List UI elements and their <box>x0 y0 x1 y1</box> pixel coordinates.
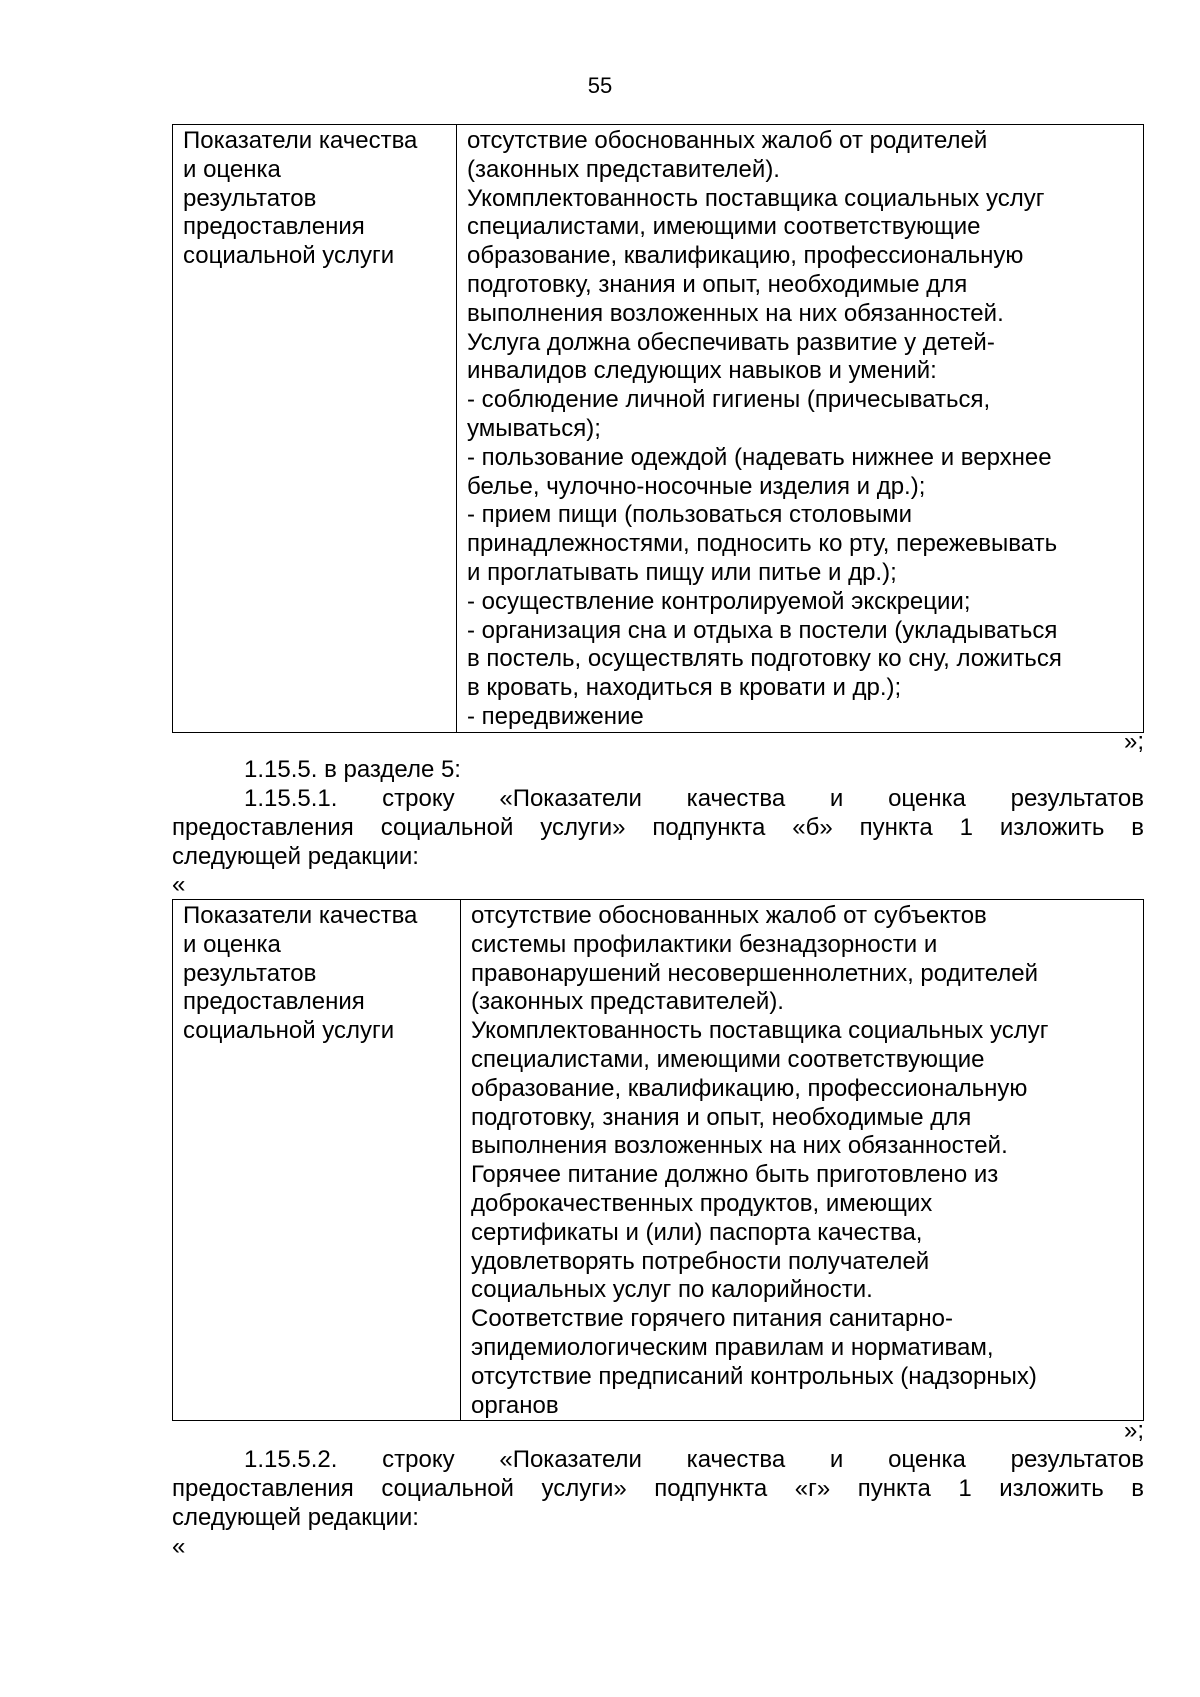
opening-quote: « <box>172 871 186 898</box>
page-number: 55 <box>587 73 613 98</box>
paragraph-line: 1.15.5.1. строку «Показатели качества и оценка результатов <box>244 785 1144 812</box>
cell-text-line: Укомплектованность поставщика социальных услуг <box>467 184 1045 212</box>
cell-text-line: выполнения возложенных на них обязанностей. <box>467 299 1004 327</box>
cell-text-line: образование, квалификацию, профессиональную <box>467 242 1024 270</box>
paragraph-1-15-5-1 <box>172 785 1144 871</box>
cell-text-line: Показатели качества <box>183 902 418 929</box>
cell-text-line: - пользование одеждой (надевать нижнее и верхнее <box>467 443 1052 471</box>
cell-text-line: и оценка <box>183 930 281 958</box>
row-content-cell <box>461 900 1144 1421</box>
table-row <box>173 125 1144 733</box>
cell-text-line: Горячее питание должно быть приготовлено из <box>471 1161 999 1189</box>
closing-quote: »; <box>1123 1417 1144 1444</box>
row-label-cell <box>173 900 461 1421</box>
cell-text-line: результатов <box>183 959 317 987</box>
cell-text-line: отсутствие обоснованных жалоб от субъектов <box>471 902 987 929</box>
cell-text-line: правонарушений несовершеннолетних, родителей <box>471 959 1039 987</box>
cell-text-line: системы профилактики безнадзорности и <box>471 930 938 958</box>
cell-text-line: белье, чулочно-носочные изделия и др.); <box>467 472 926 500</box>
paragraph-line: следующей редакции: <box>172 842 419 870</box>
cell-text-line: сертификаты и (или) паспорта качества, <box>471 1218 923 1246</box>
section-heading-1-15-5 <box>172 756 1144 785</box>
cell-text-line: доброкачественных продуктов, имеющих <box>471 1189 933 1217</box>
cell-text-line: органов <box>471 1391 559 1419</box>
cell-text-line: подготовку, знания и опыт, необходимые для <box>471 1103 972 1131</box>
cell-text-line: Показатели качества <box>183 127 418 154</box>
cell-text-line: отсутствие предписаний контрольных (надзорных) <box>471 1362 1037 1390</box>
cell-text-line: предоставления <box>183 213 365 241</box>
cell-text-line: специалистами, имеющими соответствующие <box>467 213 981 241</box>
cell-text-line: и проглатывать пищу или питье и др.); <box>467 558 897 586</box>
cell-text-line: социальной услуги <box>183 1017 395 1045</box>
cell-text-line: специалистами, имеющими соответствующие <box>471 1045 985 1073</box>
cell-text-line: предоставления <box>183 988 365 1016</box>
cell-text-line: принадлежностями, подносить ко рту, пережевывать <box>467 530 1058 558</box>
paragraph-line: следующей редакции: <box>172 1503 419 1531</box>
closing-quote: »; <box>1123 728 1144 755</box>
cell-text-line: умываться); <box>467 414 601 442</box>
cell-text-line: Соответствие горячего питания санитарно- <box>471 1305 953 1333</box>
cell-text-line: (законных представителей). <box>467 155 780 183</box>
cell-text-line: - соблюдение личной гигиены (причесываться, <box>467 386 991 414</box>
quality-indicators-table-1 <box>172 124 1144 733</box>
cell-text-line: социальных услуг по калорийности. <box>471 1276 873 1304</box>
cell-text-line: результатов <box>183 184 317 212</box>
section-text: 1.15.5. в разделе 5: <box>244 756 461 783</box>
cell-text-line: в кровать, находиться в кровати и др.); <box>467 674 902 702</box>
cell-text-line: в постель, осуществлять подготовку ко сну, ложиться <box>467 645 1062 673</box>
cell-text-line: инвалидов следующих навыков и умений: <box>467 357 937 385</box>
cell-text-line: отсутствие обоснованных жалоб от родителей <box>467 127 988 154</box>
cell-text-line: - осуществление контролируемой экскреции; <box>467 587 971 615</box>
cell-text-line: - передвижение <box>467 702 644 730</box>
paragraph-line: 1.15.5.2. строку «Показатели качества и оценка результатов <box>244 1446 1144 1473</box>
cell-text-line: эпидемиологическим правилам и нормативам, <box>471 1333 994 1361</box>
cell-text-line: удовлетворять потребности получателей <box>471 1247 930 1275</box>
paragraph-1-15-5-2 <box>172 1446 1144 1532</box>
row-content-cell <box>457 125 1144 733</box>
row-label-cell <box>173 125 457 733</box>
cell-text-line: социальной услуги <box>183 242 395 270</box>
cell-text-line: - прием пищи (пользоваться столовыми <box>467 501 913 529</box>
cell-text-line: образование, квалификацию, профессиональную <box>471 1074 1028 1102</box>
cell-text-line: Укомплектованность поставщика социальных услуг <box>471 1017 1049 1045</box>
cell-text-line: выполнения возложенных на них обязанностей. <box>471 1132 1008 1160</box>
quality-indicators-table-2 <box>172 899 1144 1421</box>
cell-text-line: и оценка <box>183 155 281 183</box>
paragraph-line: предоставления социальной услуги» подпункта «г» пункта 1 изложить в <box>172 1474 1144 1502</box>
cell-text-line: - организация сна и отдыха в постели (укладываться <box>467 616 1058 644</box>
opening-quote: « <box>172 1533 186 1560</box>
cell-text-line: (законных представителей). <box>471 988 784 1016</box>
table-row <box>173 900 1144 1421</box>
cell-text-line: Услуга должна обеспечивать развитие у детей- <box>467 328 995 356</box>
cell-text-line: подготовку, знания и опыт, необходимые для <box>467 270 968 298</box>
paragraph-line: предоставления социальной услуги» подпункта «б» пункта 1 изложить в <box>172 813 1144 841</box>
